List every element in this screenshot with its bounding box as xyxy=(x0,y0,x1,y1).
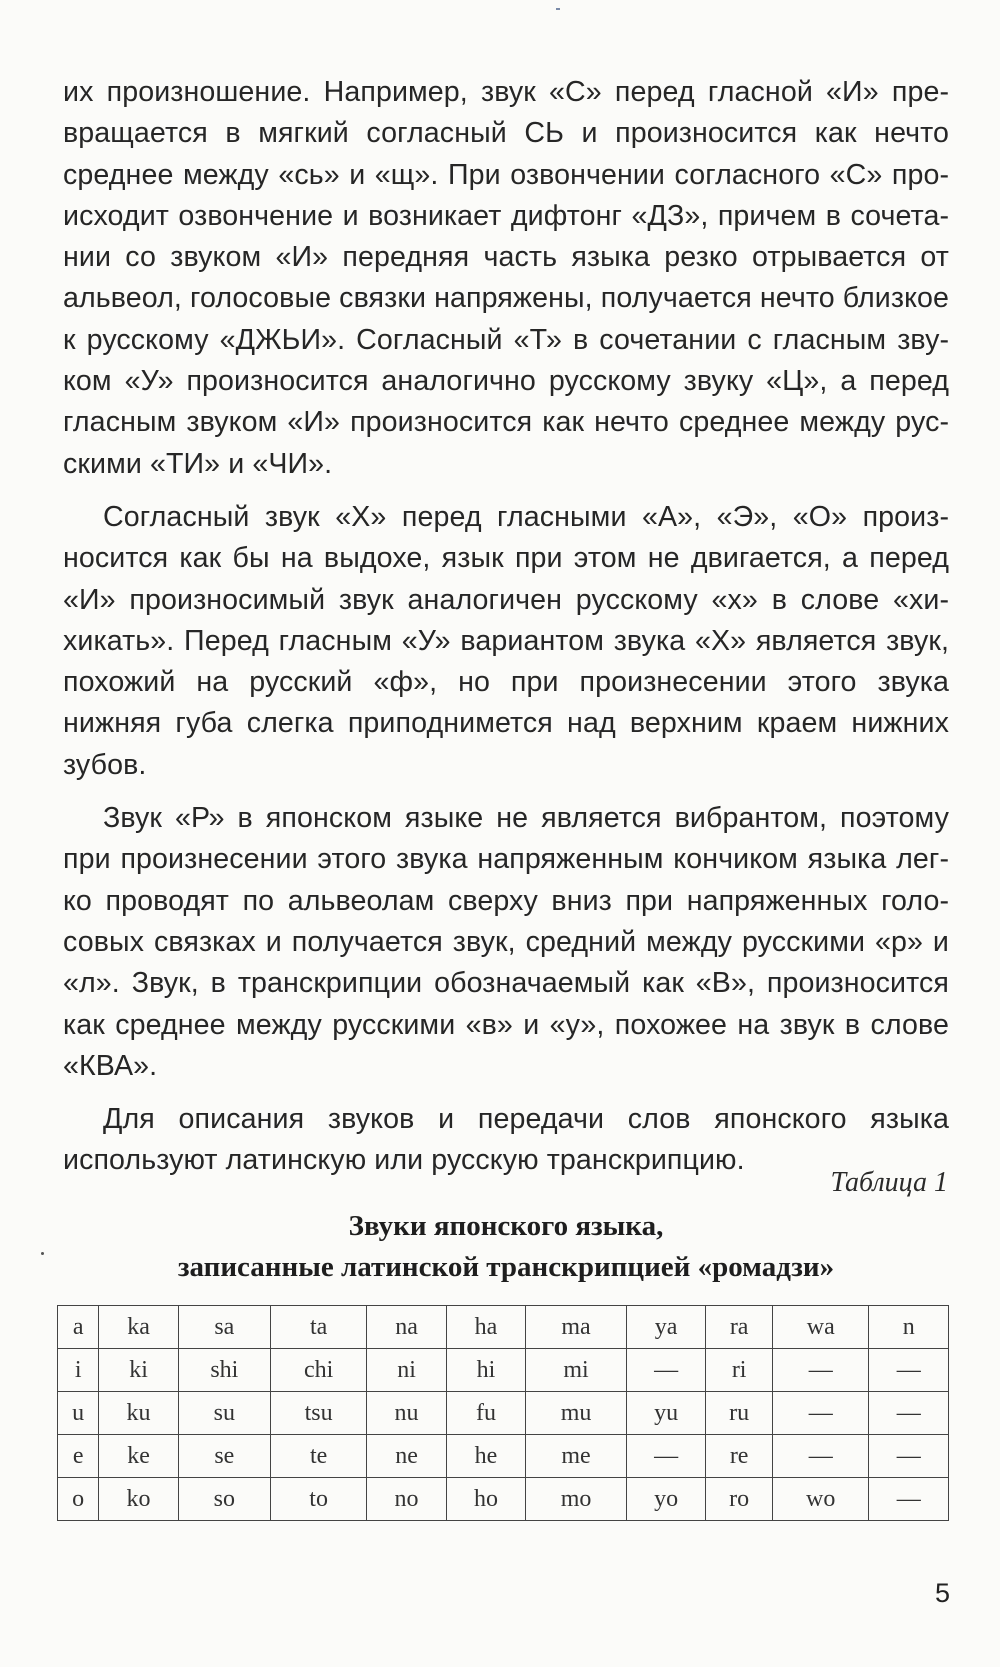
table-title-line-1: Звуки японского языка, xyxy=(348,1210,664,1242)
table-cell: — xyxy=(626,1435,705,1478)
table-cell: wo xyxy=(773,1478,869,1521)
body-text xyxy=(63,72,949,1194)
table-cell: ni xyxy=(367,1349,446,1392)
table-cell: — xyxy=(869,1349,949,1392)
table-cell: wa xyxy=(773,1306,869,1349)
table-cell: — xyxy=(773,1435,869,1478)
table-cell: — xyxy=(773,1392,869,1435)
page-number: 5 xyxy=(934,1578,950,1608)
table-cell: ri xyxy=(706,1349,773,1392)
table-cell: no xyxy=(367,1478,446,1521)
table-cell: — xyxy=(869,1392,949,1435)
table-cell: mo xyxy=(526,1478,627,1521)
table-cell: chi xyxy=(270,1349,366,1392)
table-title-line-2: записанные латинской транскрипцией «ромадзи» xyxy=(177,1251,835,1283)
table-cell: he xyxy=(446,1435,525,1478)
table-cell: hi xyxy=(446,1349,525,1392)
table-cell: e xyxy=(58,1435,99,1478)
table-cell: ki xyxy=(99,1349,178,1392)
table-cell: ku xyxy=(99,1392,178,1435)
table-cell: ta xyxy=(270,1306,366,1349)
table-cell: i xyxy=(58,1349,99,1392)
table-cell: — xyxy=(773,1349,869,1392)
table-cell: mu xyxy=(526,1392,627,1435)
table-cell: ru xyxy=(706,1392,773,1435)
table-row xyxy=(58,1349,949,1392)
table-cell: se xyxy=(178,1435,270,1478)
table-cell: yu xyxy=(626,1392,705,1435)
paragraph-1: их произношение. Например, звук «С» перед гласной «И» превращается в мягкий согласный СЬ и произносится как нечто среднее между «сь» и «щ». При озвончении согласного «С» происходит озвончение и возникает дифтонг «ДЗ», причем в сочетании со звуком «И» передняя часть языка резко отрывается от альвеол, голосовые связки напряжены, получается нечто близкое к русскому «ДЖЬИ». Согласный «Т» в сочетании с гласным звуком «У» произносится аналогично русскому звуку «Ц», а перед гласным звуком «И» произносится как нечто среднее между русскими «ТИ» и «ЧИ». xyxy=(63,76,949,480)
paragraph-4: Для описания звуков и передачи слов японского языка используют латинскую или русскую транскрипцию. xyxy=(63,1103,949,1177)
table-cell: ho xyxy=(446,1478,525,1521)
table-cell: sa xyxy=(178,1306,270,1349)
table-cell: — xyxy=(869,1478,949,1521)
table-cell: nu xyxy=(367,1392,446,1435)
table-cell: me xyxy=(526,1435,627,1478)
table-cell: u xyxy=(58,1392,99,1435)
table-cell: ra xyxy=(706,1306,773,1349)
table-cell: re xyxy=(706,1435,773,1478)
table-cell: su xyxy=(178,1392,270,1435)
table-cell: a xyxy=(58,1306,99,1349)
table-cell: ko xyxy=(99,1478,178,1521)
table-cell: so xyxy=(178,1478,270,1521)
table-row xyxy=(58,1392,949,1435)
table-cell: ha xyxy=(446,1306,525,1349)
paragraph-3: Звук «Р» в японском языке не является вибрантом, поэтому при произнесении этого звука напряженным кончиком языка легко проводят по альвеолам сверху вниз при напряженных голосовых связках и получается звук, средний между русскими «р» и «л». Звук, в транскрипции обозначаемый как «В», произносится как среднее между русскими «в» и «у», похожее на звук в слове «КВА». xyxy=(63,802,949,1082)
table-cell: na xyxy=(367,1306,446,1349)
table-caption: Таблица 1 xyxy=(830,1167,948,1198)
table-cell: n xyxy=(869,1306,949,1349)
table-cell: te xyxy=(270,1435,366,1478)
table-cell: tsu xyxy=(270,1392,366,1435)
table-cell: shi xyxy=(178,1349,270,1392)
table-cell: to xyxy=(270,1478,366,1521)
table-cell: ka xyxy=(99,1306,178,1349)
table-cell: — xyxy=(626,1349,705,1392)
romaji-table xyxy=(57,1305,949,1521)
table-row xyxy=(58,1435,949,1478)
table-cell: mi xyxy=(526,1349,627,1392)
table-cell: ma xyxy=(526,1306,627,1349)
table-cell: ke xyxy=(99,1435,178,1478)
table-cell: ne xyxy=(367,1435,446,1478)
table-cell: ya xyxy=(626,1306,705,1349)
table-cell: fu xyxy=(446,1392,525,1435)
table-cell: yo xyxy=(626,1478,705,1521)
table-cell: o xyxy=(58,1478,99,1521)
table-cell: ro xyxy=(706,1478,773,1521)
table-row xyxy=(58,1478,949,1521)
print-speck xyxy=(41,1252,44,1255)
paragraph-2: Согласный звук «Х» перед гласными «А», «Э», «О» произносится как бы на выдохе, язык при этом не двигается, а перед «И» произносимый звук аналогичен русскому «х» в слове «хихикать». Перед гласным «У» вариантом звука «Х» является звук, похожий на русский «ф», но при произнесении этого звука нижняя губа слегка приподнимется над верхним краем нижних зубов. xyxy=(63,500,949,781)
table-cell: — xyxy=(869,1435,949,1478)
table-row xyxy=(58,1306,949,1349)
print-speck xyxy=(556,8,560,10)
